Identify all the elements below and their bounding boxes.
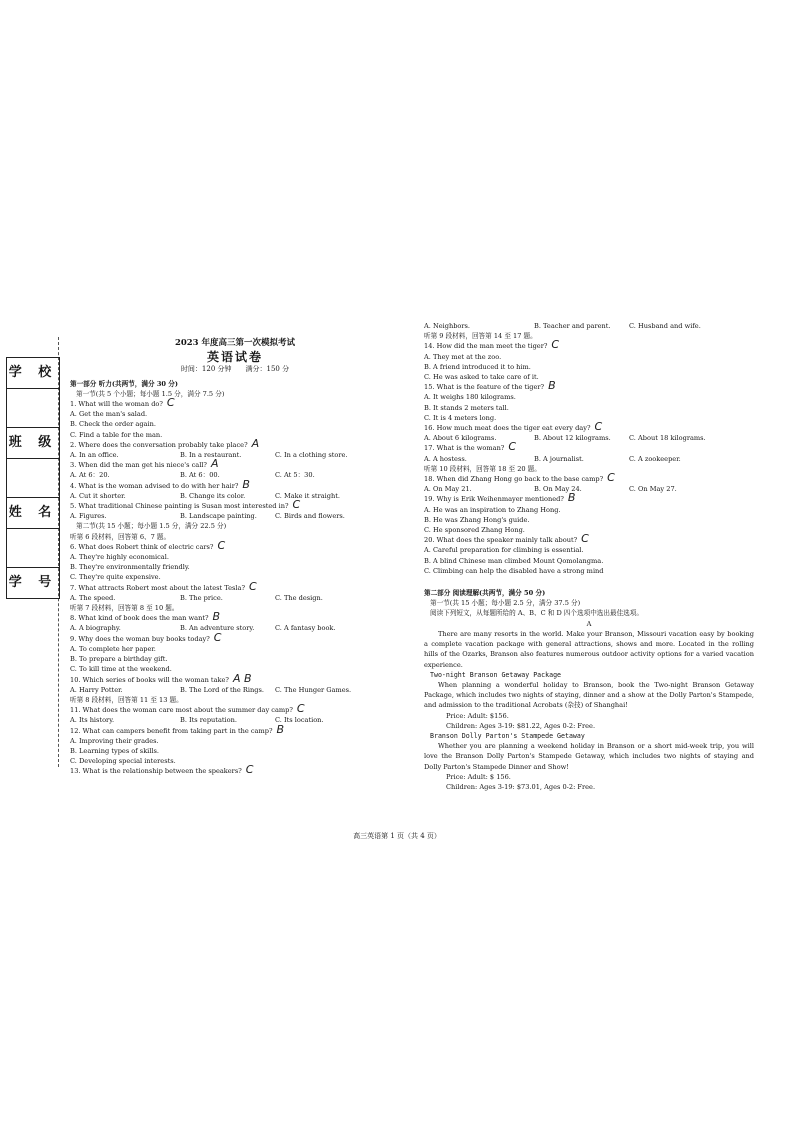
option: B. Landscape painting. xyxy=(180,512,257,521)
option: A. They're highly economical. xyxy=(70,553,169,562)
option: B. It stands 2 meters tall. xyxy=(424,403,509,412)
options-row xyxy=(424,433,754,443)
question xyxy=(70,579,400,593)
option: B. The Lord of the Rings. xyxy=(180,685,264,694)
option: A. At 6：20. xyxy=(70,471,110,480)
question xyxy=(424,440,754,454)
package-heading: Branson Dolly Parton's Stampede Getaway xyxy=(430,731,585,740)
option: C. On May 27. xyxy=(629,485,677,494)
option: C. A zookeeper. xyxy=(629,454,681,463)
options-row xyxy=(424,484,754,494)
options-row xyxy=(70,491,400,501)
passage-paragraph: When planning a wonderful holiday to Branson, book the Two-night Branson Getaway Package, which includes two nights of staying, dinner and a show at the Dolly Parton's Stampede, and admission to the traditional Acrobats (杂技) of Shanghai! xyxy=(424,680,754,710)
name-label: 姓 名 xyxy=(7,498,59,529)
option: B. To prepare a birthday gift. xyxy=(70,655,168,664)
question-text: 8. What kind of book does the man want? xyxy=(70,614,209,623)
question-text: 20. What does the speaker mainly talk about? xyxy=(424,536,578,545)
option: C. Its location. xyxy=(275,716,324,725)
handwritten-answer: B xyxy=(242,477,250,491)
question xyxy=(70,457,400,471)
name-field[interactable] xyxy=(7,529,59,568)
handwritten-answer: C xyxy=(296,702,305,716)
option: B. Check the order again. xyxy=(70,420,156,429)
class-field[interactable] xyxy=(7,459,59,498)
question xyxy=(70,396,400,410)
section-heading: 第二节(共 15 小题；每小题 1.5 分，满分 22.5 分) xyxy=(76,522,227,531)
question xyxy=(424,491,754,505)
handwritten-answer: A B xyxy=(232,671,252,685)
section-heading: 第一节(共 5 个小题；每小题 1.5 分，满分 7.5 分) xyxy=(76,389,225,398)
student-id-label: 学 号 xyxy=(8,575,58,590)
option: B. An adventure story. xyxy=(180,624,255,633)
option: C. About 18 kilograms. xyxy=(629,434,706,443)
handwritten-answer: C xyxy=(581,532,589,546)
exam-meta: 时间：120 分钟 满分：150 分 xyxy=(180,365,290,374)
option: A. Careful preparation for climbing is essential. xyxy=(424,546,584,555)
handwritten-answer: B xyxy=(548,379,556,393)
options-row xyxy=(70,685,400,695)
question xyxy=(70,702,400,716)
question xyxy=(424,379,754,393)
option: C. A fantasy book. xyxy=(275,624,336,633)
option: C. Husband and wife. xyxy=(629,322,701,330)
option: A. A biography. xyxy=(70,624,121,633)
option: C. It is 4 meters long. xyxy=(424,413,497,422)
option: B. The price. xyxy=(180,593,223,602)
option: C. They're quite expensive. xyxy=(70,573,161,582)
handwritten-answer: C xyxy=(217,538,226,552)
material-heading: 听第 8 段材料，回答第 11 至 13 题。 xyxy=(70,695,183,704)
option: A. Its history. xyxy=(70,716,115,725)
option: A. To complete her paper. xyxy=(70,644,156,653)
question xyxy=(70,763,400,777)
option: A. A hostess. xyxy=(424,454,467,463)
option: B. A friend introduced it to him. xyxy=(424,362,531,371)
options-row xyxy=(70,470,400,480)
part-heading: 第一部分 听力(共两节，满分 30 分) xyxy=(70,379,179,388)
options-row xyxy=(70,450,400,460)
school-label: 学 校 xyxy=(7,358,59,389)
handwritten-answer: C xyxy=(508,440,517,454)
right-column xyxy=(424,321,754,792)
option: B. They're environmentally friendly. xyxy=(70,563,190,572)
left-column xyxy=(70,338,400,777)
option: B. Teacher and parent. xyxy=(534,322,611,330)
handwritten-answer: C xyxy=(292,498,301,512)
option: B. Its reputation. xyxy=(180,716,237,725)
option: A. They met at the zoo. xyxy=(424,352,502,361)
option: A. The speed. xyxy=(70,593,116,602)
question-text: 18. When did Zhang Hong go back to the base camp? xyxy=(424,475,604,484)
option: B. About 12 kilograms. xyxy=(534,434,611,443)
material-heading: 听第 6 段材料，回答第 6、7 题。 xyxy=(70,532,171,541)
handwritten-answer: C xyxy=(594,420,603,434)
option: B. A journalist. xyxy=(534,454,584,463)
option: C. Make it straight. xyxy=(275,491,340,500)
exam-subject: 英语试卷 xyxy=(206,350,263,365)
option: C. Climbing can help the disabled have a strong mind xyxy=(424,566,604,575)
handwritten-answer: C xyxy=(249,579,257,593)
option: A. Cut it shorter. xyxy=(70,491,126,500)
class-label: 班 级 xyxy=(7,428,59,459)
question xyxy=(70,498,400,512)
options-row xyxy=(70,511,400,521)
options-row xyxy=(70,715,400,725)
passage-paragraph: There are many resorts in the world. Make your Branson, Missouri vacation easy by booking a complete vacation package with general attractions, shows and more. Located in the rolling hills of the Ozarks, Branson also features numerous outdoor activity options for a varied vacation experience. xyxy=(424,629,754,669)
option: C. The Hunger Games. xyxy=(275,685,352,694)
options-row xyxy=(70,593,400,603)
option: A. He was an inspiration to Zhang Hong. xyxy=(424,505,561,514)
option: C. To kill time at the weekend. xyxy=(70,665,172,674)
instructions: 阅读下列短文，从每题所给的 A、B、C 和 D 四个选项中选出最佳选项。 xyxy=(430,609,643,618)
question xyxy=(70,671,400,685)
question-text: 7. What attracts Robert most about the latest Tesla? xyxy=(70,583,246,592)
option: C. At 5：30. xyxy=(275,471,315,480)
student-info-table xyxy=(6,357,60,599)
option: A. Get the man's salad. xyxy=(70,410,148,419)
option: C. He was asked to take care of it. xyxy=(424,373,539,382)
question-text: 19. Why is Erik Weihenmayer mentioned? xyxy=(424,495,564,504)
question-text: 3. When did the man get his niece's call? xyxy=(70,461,207,470)
option: C. In a clothing store. xyxy=(275,451,348,460)
question-text: 2. Where does the conversation probably take place? xyxy=(70,440,248,449)
question-text: 4. What is the woman advised to do with her hair? xyxy=(70,481,239,490)
option: B. Change its color. xyxy=(180,491,246,500)
handwritten-answer: B xyxy=(212,610,221,624)
handwritten-answer: B xyxy=(567,491,576,505)
price-children: Children: Ages 3-19: $73.01, Ages 0-2: Free. xyxy=(446,782,596,791)
material-heading: 听第 10 段材料，回答第 18 至 20 题。 xyxy=(424,464,541,473)
question xyxy=(70,538,400,552)
question xyxy=(70,630,400,644)
option: A. In an office. xyxy=(70,451,119,460)
option: C. Birds and flowers. xyxy=(275,512,345,521)
question xyxy=(424,338,754,352)
option: B. Learning types of skills. xyxy=(70,746,159,755)
question xyxy=(424,471,754,485)
option: A. Harry Potter. xyxy=(70,685,123,694)
price-adult: Price: Adult: $156. xyxy=(446,711,509,720)
question xyxy=(70,436,400,450)
question-text: 14. How did the man meet the tiger? xyxy=(424,342,548,351)
handwritten-answer: C xyxy=(245,763,254,777)
exam-title: 2023 年度高三第一次模拟考试 xyxy=(174,338,296,348)
handwritten-answer: A xyxy=(210,457,219,471)
option: B. He was Zhang Hong's guide. xyxy=(424,515,530,524)
options-row xyxy=(70,623,400,633)
question-text: 17. What is the woman? xyxy=(424,444,505,453)
option: B. In a restaurant. xyxy=(180,451,242,460)
passage-label: A xyxy=(586,619,592,628)
question-text: 1. What will the woman do? xyxy=(70,400,163,409)
question xyxy=(70,722,400,736)
question-text: 11. What does the woman care most about the summer day camp? xyxy=(70,706,293,715)
handwritten-answer: C xyxy=(213,630,222,644)
question xyxy=(70,610,400,624)
option: A. Improving their grades. xyxy=(70,736,159,745)
material-heading: 听第 7 段材料，回答第 8 至 10 题。 xyxy=(70,604,179,613)
section-heading: 第一节(共 15 小题；每小题 2.5 分，满分 37.5 分) xyxy=(430,599,581,608)
question-text: 9. Why does the woman buy books today? xyxy=(70,634,210,643)
school-field[interactable] xyxy=(7,389,59,428)
page-footer: 高三英语第 1 页（共 4 页） xyxy=(353,832,441,840)
option: B. On May 24. xyxy=(534,485,582,494)
option: A. About 6 kilograms. xyxy=(424,434,497,443)
question-text: 16. How much meat does the tiger eat every day? xyxy=(424,424,591,433)
question-text: 12. What can campers benefit from taking part in the camp? xyxy=(70,726,273,735)
options-row xyxy=(424,454,754,464)
question-text: 15. What is the feature of the tiger? xyxy=(424,383,545,392)
price-children: Children: Ages 3-19: $81.22, Ages 0-2: Free. xyxy=(446,721,596,730)
handwritten-answer: A xyxy=(251,436,260,450)
spacer xyxy=(424,576,754,588)
passage-paragraph: Whether you are planning a weekend holiday in Branson or a short mid-week trip, you will love the Branson Dolly Parton's Stampede Getaway, which includes two nights of staying and Dolly Parton's Stampede Dinner and Show! xyxy=(424,742,754,771)
price-adult: Price: Adult: $ 156. xyxy=(446,772,511,781)
question-text: 13. What is the relationship between the speakers? xyxy=(70,767,242,776)
material-heading: 听第 9 段材料，回答第 14 至 17 题。 xyxy=(424,332,537,341)
option: C. Find a table for the man. xyxy=(70,430,163,439)
question xyxy=(70,477,400,491)
question-text: 6. What does Robert think of electric cars? xyxy=(70,542,214,551)
question-text: 5. What traditional Chinese painting is Susan most interested in? xyxy=(70,502,289,511)
option: B. A blind Chinese man climbed Mount Qomolangma. xyxy=(424,556,604,565)
option: C. He sponsored Zhang Hong. xyxy=(424,526,525,535)
handwritten-answer: C xyxy=(166,396,175,410)
handwritten-answer: C xyxy=(607,471,615,485)
option: B. At 6：00. xyxy=(180,471,220,480)
option: C. Developing special interests. xyxy=(70,757,176,766)
options-row xyxy=(424,321,754,331)
part-heading: 第二部分 阅读理解(共两节，满分 50 分) xyxy=(424,589,546,598)
question xyxy=(424,420,754,434)
package-heading: Two-night Branson Getaway Package xyxy=(430,670,562,679)
option: A. On May 21. xyxy=(424,485,472,494)
option: A. It weighs 180 kilograms. xyxy=(424,393,516,402)
handwritten-answer: C xyxy=(551,338,560,352)
option: A. Figures. xyxy=(70,512,107,521)
question-text: 10. Which series of books will the woman take? xyxy=(70,675,229,684)
option: C. The design. xyxy=(275,593,323,602)
question xyxy=(424,532,754,546)
handwritten-answer: B xyxy=(276,722,285,736)
option: A. Neighbors. xyxy=(424,322,471,330)
